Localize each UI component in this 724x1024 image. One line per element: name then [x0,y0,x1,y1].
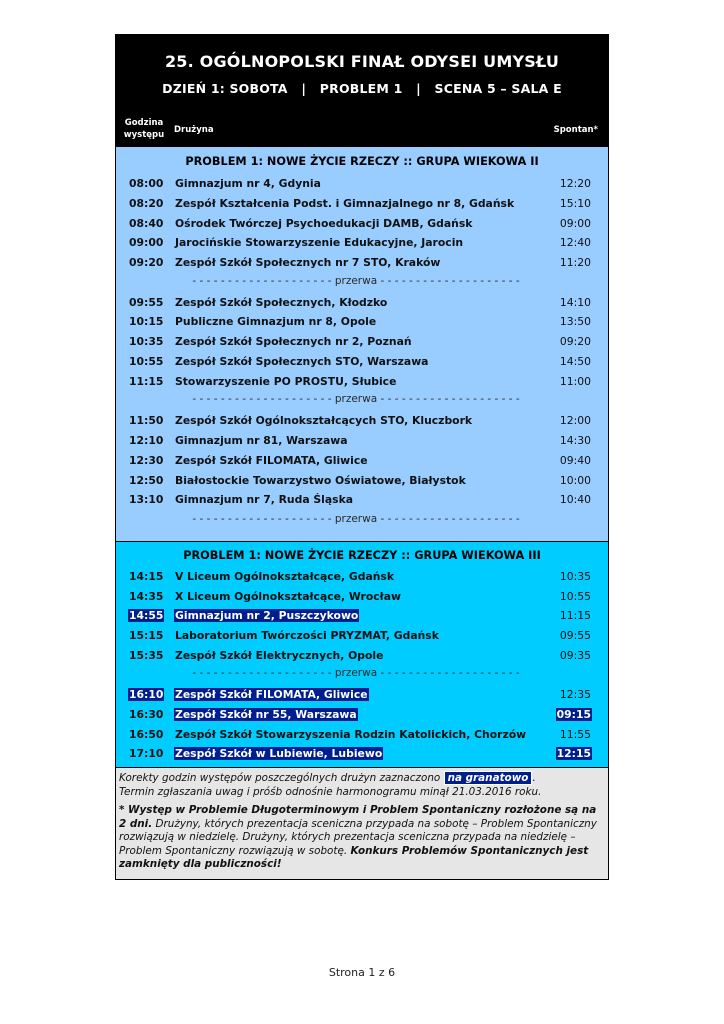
highlight-marker: na granatowo [444,771,533,785]
table-row: 14:55 Gimnazjum nr 2, Puszczykowo 11:15 [129,609,591,622]
note-spontaneous: * Występ w Problemie Długoterminowym i Problem Spontaniczny rozłożone są na 2 dni. Drużyny, których prezentacja sceniczna przypada na sobotę – Problem Spontaniczny rozwiązują w niedzielę. Drużyny, których prezentacja sceniczna przypada na niedzielę – Problem Spontaniczny rozwiązują w sobotę. Konkurs Problemów Spontanicznych jest zamknięty dla publiczności! [119,804,597,870]
notes-box [116,767,608,879]
table-row: 09:55 Zespół Szkół Społecznych, Kłodzko 14:10 [129,296,591,309]
table-row: 11:50 Zespół Szkół Ogólnokształcących STO, Kluczbork 12:00 [129,414,591,427]
schedule-header [116,35,608,113]
section-title: PROBLEM 1: NOWE ŻYCIE RZECZY :: GRUPA WIEKOWA III [183,549,541,562]
break-separator: - - - - - - - - - - - - - - - - - - - - przerwa - - - - - - - - - - - - - - - - - - - - [192,513,520,525]
table-row: 08:20 Zespół Kształcenia Podst. i Gimnazjalnego nr 8, Gdańsk 15:10 [129,197,591,210]
table-row: 16:50 Zespół Szkół Stowarzyszenia Rodzin Katolickich, Chorzów 11:55 [129,728,591,741]
section-title: PROBLEM 1: NOWE ŻYCIE RZECZY :: GRUPA WIEKOWA II [185,155,539,168]
table-row: 13:10 Gimnazjum nr 7, Ruda Śląska 10:40 [129,493,591,506]
table-row: 11:15 Stowarzyszenie PO PROSTU, Słubice 11:00 [129,375,591,388]
table-row: 12:30 Zespół Szkół FILOMATA, Gliwice 09:40 [129,454,591,467]
table-row: 10:15 Publiczne Gimnazjum nr 8, Opole 13:50 [129,315,591,328]
break-separator: - - - - - - - - - - - - - - - - - - - - przerwa - - - - - - - - - - - - - - - - - - - - [192,393,520,405]
table-row: 08:00 Gimnazjum nr 4, Gdynia 12:20 [129,177,591,190]
break-separator: - - - - - - - - - - - - - - - - - - - - przerwa - - - - - - - - - - - - - - - - - - - - [192,275,520,287]
table-row: 10:55 Zespół Szkół Społecznych STO, Warszawa 14:50 [129,355,591,368]
column-header-spontan: Spontan* [553,125,598,135]
table-row: 16:10 Zespół Szkół FILOMATA, Gliwice 12:35 [129,688,591,701]
table-row: 14:15 V Liceum Ogólnokształcące, Gdańsk 10:35 [129,570,591,583]
table-row: 10:35 Zespół Szkół Społecznych nr 2, Poznań 09:20 [129,335,591,348]
column-header-team: Drużyna [174,125,214,135]
table-row: 15:15 Laboratorium Twórczości PRYZMAT, Gdańsk 09:55 [129,629,591,642]
column-headers [116,113,608,146]
table-row: 08:40 Ośrodek Twórczej Psychoedukacji DAMB, Gdańsk 09:00 [129,217,591,230]
note-deadline: Termin zgłaszania uwag i próśb odnośnie harmonogramu minął 21.03.2016 roku. [119,785,542,798]
section-age-group-2 [116,146,608,541]
table-row: 09:00 Jarocińskie Stowarzyszenie Edukacyjne, Jarocin 12:40 [129,236,591,249]
table-row: 09:20 Zespół Szkół Społecznych nr 7 STO, Kraków 11:20 [129,256,591,269]
table-row: 12:10 Gimnazjum nr 81, Warszawa 14:30 [129,434,591,447]
column-header-time: Godzina występu [123,118,165,140]
page-title: 25. OGÓLNOPOLSKI FINAŁ ODYSEI UMYSŁU [164,52,560,71]
table-row: 12:50 Białostockie Towarzystwo Oświatowe, Białystok 10:00 [129,474,591,487]
page-subtitle: DZIEŃ 1: SOBOTA | PROBLEM 1 | SCENA 5 – SALA E [162,81,562,96]
table-row: 17:10 Zespół Szkół w Lubiewie, Lubiewo 12:15 [129,747,591,760]
note-corrections: Korekty godzin występów poszczególnych drużyn zaznaczono na granatowo . [119,772,536,784]
schedule-sheet [115,34,609,880]
page-number: Strona 1 z 6 [328,966,396,979]
break-separator: - - - - - - - - - - - - - - - - - - - - przerwa - - - - - - - - - - - - - - - - - - - - [192,667,520,679]
table-row: 16:30 Zespół Szkół nr 55, Warszawa 09:15 [129,708,591,721]
section-age-group-3 [116,541,608,767]
table-row: 14:35 X Liceum Ogólnokształcące, Wrocław 10:55 [129,590,591,603]
table-row: 15:35 Zespół Szkół Elektrycznych, Opole 09:35 [129,649,591,662]
